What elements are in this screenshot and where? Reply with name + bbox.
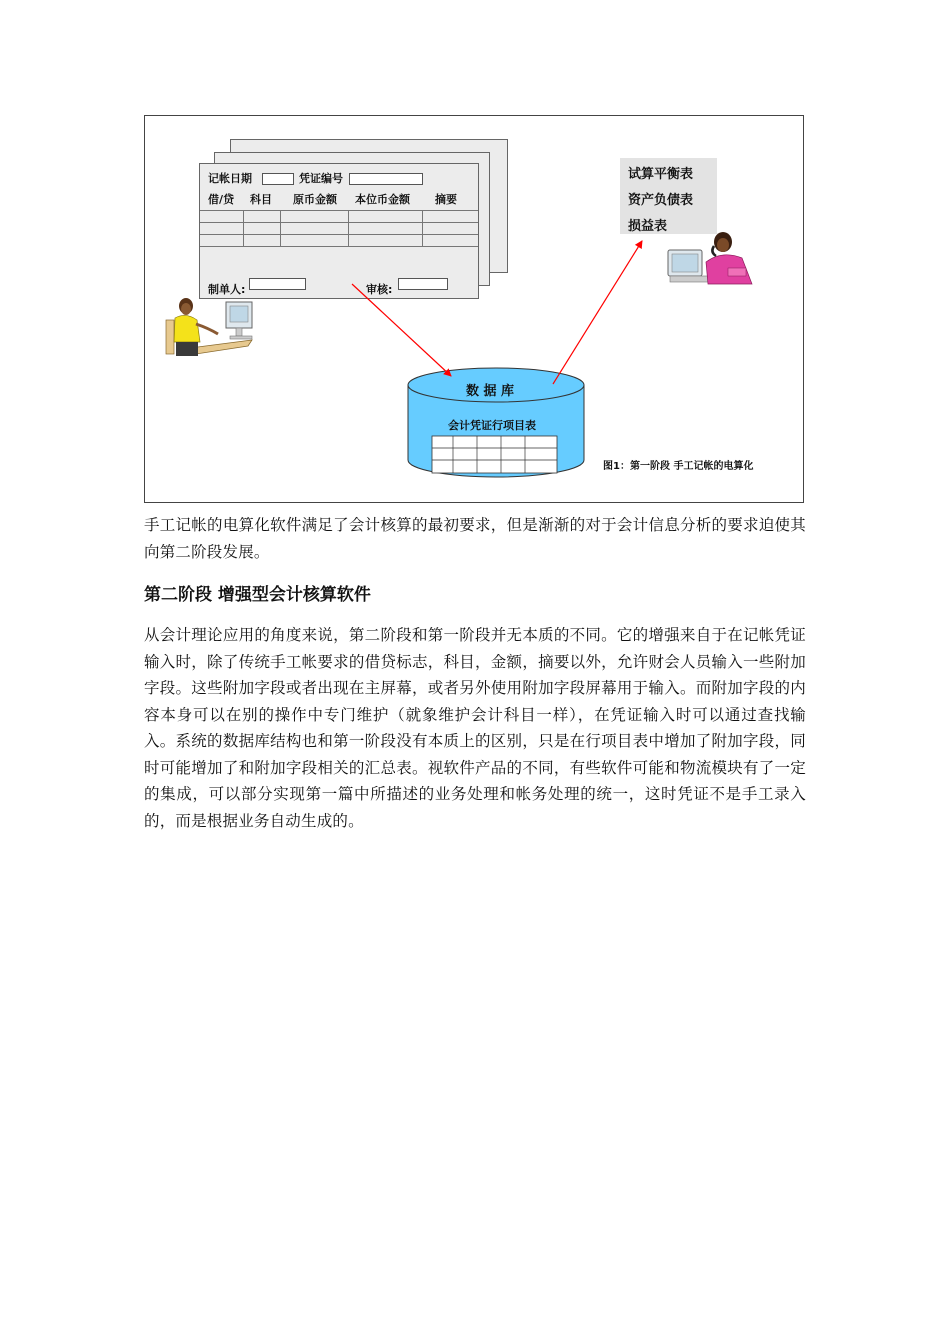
col-summary: 摘要 [435, 193, 457, 206]
preparer-label: 制单人: [208, 283, 246, 296]
paragraph-1: 手工记帐的电算化软件满足了会计核算的最初要求，但是渐渐的对于会计信息分析的要求迫使其向第二阶段发展。 [144, 516, 806, 561]
database-title: 数 据 库 [466, 384, 515, 399]
col-debit-credit: 借/贷 [208, 193, 235, 206]
arrow-database-to-reports [553, 241, 642, 384]
report-balance-sheet: 资产负债表 [628, 193, 694, 208]
report-income-statement: 损益表 [628, 219, 668, 234]
col-account: 科目 [250, 193, 272, 206]
date-label: 记帐日期 [208, 172, 252, 185]
reviewer-label: 审核: [366, 283, 393, 296]
report-trial-balance: 试算平衡表 [628, 167, 694, 182]
section-heading: 第二阶段 增强型会计核算软件 [144, 585, 371, 605]
flow-arrows [0, 0, 950, 520]
paragraph-2: 从会计理论应用的角度来说，第二阶段和第一阶段并无本质的不同。它的增强来自于在记帐凭证输入时，除了传统手工帐要求的借贷标志，科目，金额，摘要以外，允许财会人员输入一些附加字段。这些附加字段或者出现在主屏幕，或者另外使用附加字段屏幕用于输入。而附加字段的内容本身可以在别的操作中专门维护（就象维护会计科目一样），在凭证输入时可以通过查找输入。系统的数据库结构也和第一阶段没有本质上的区别，只是在行项目表中增加了附加字段，同时可能增加了和附加字段相关的汇总表。视软件产品的不同，有些软件可能和物流模块有了一定的集成，可以部分实现第一篇中所描述的业务处理和帐务处理的统一，这时凭证不是手工录入的，而是根据业务自动生成的。 [144, 626, 806, 830]
figure-caption: 图1：第一阶段 手工记帐的电算化 [603, 461, 754, 472]
col-base-amount: 本位币金额 [355, 193, 410, 206]
voucher-number-label: 凭证编号 [299, 172, 343, 185]
database-table-label: 会计凭证行项目表 [448, 419, 536, 432]
arrow-voucher-to-database [352, 284, 451, 376]
col-original-amount: 原币金额 [293, 193, 337, 206]
